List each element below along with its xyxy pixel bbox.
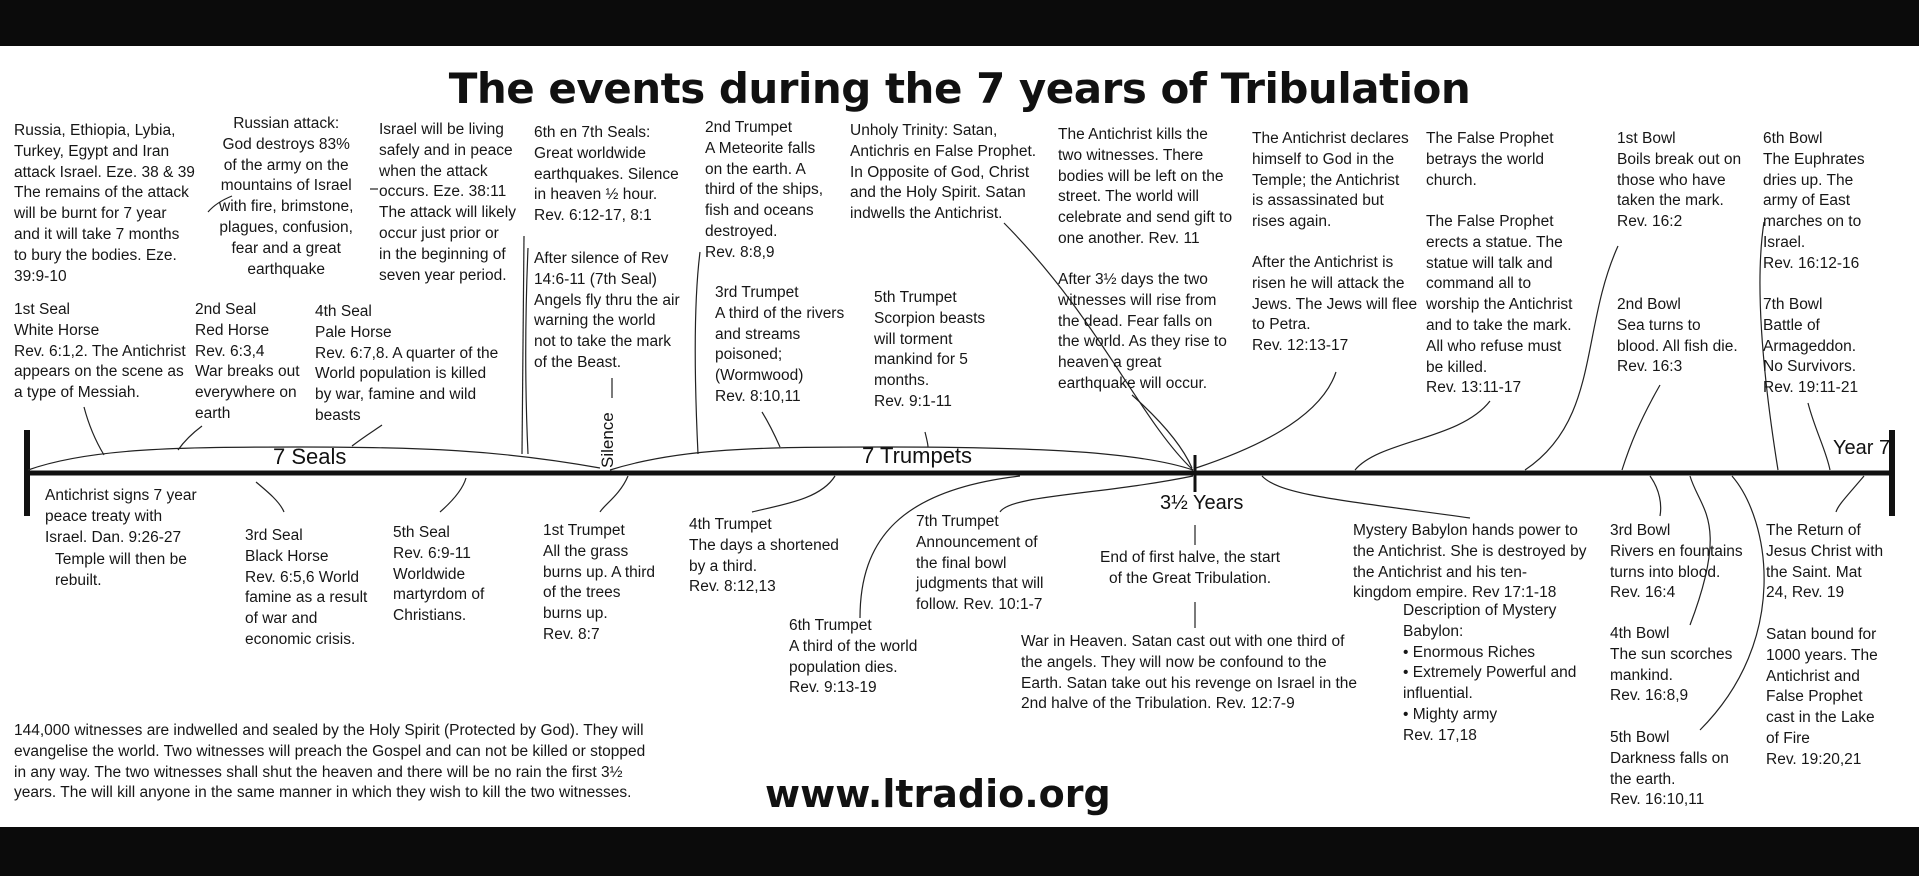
conn-seal3 [256, 482, 284, 512]
note-bowl-1: 1st Bowl Boils break out on those who have taken the mark. Rev. 16:2 [1617, 130, 1742, 231]
note-seal-5: 5th Seal Rev. 6:9-11 Worldwide martyrdom of Christians. [393, 524, 485, 625]
note-trumpet-7: 7th Trumpet Announcement of the final bowl judgments that will follow. Rev. 10:1-7 [916, 513, 1044, 614]
note-seal-3: 3rd Seal Black Horse Rev. 6:5,6 World famine as a result of war and economic crisis. [245, 527, 368, 648]
conn-bowl7 [1808, 403, 1830, 470]
label-7-trumpets: 7 Trumpets [862, 443, 973, 468]
conn-bowl2 [1622, 385, 1660, 470]
note-witnesses-rise: After 3½ days the two witnesses will rise from the dead. Fear falls on the world. As they rise to heaven a great earthquake will occur. [1058, 271, 1227, 392]
conn-trumpet1 [600, 476, 628, 512]
note-satan-bound: Satan bound for 1000 years. The Antichrist and False Prophet cast in the Lake of Fire Rev. 19:20,21 [1766, 626, 1878, 768]
conn-mystery [1262, 476, 1470, 518]
conn-seal1 [84, 407, 104, 455]
note-war-heaven: War in Heaven. Satan cast out with one third of the angels. They will now be confound to the Earth. Satan take out his revenge on Israel in the 2nd halve of the Tribulation. Rev. 12:7-9 [1021, 633, 1358, 713]
note-trumpet-1: 1st Trumpet All the grass burns up. A third of the trees burns up. Rev. 8:7 [543, 522, 656, 643]
conn-witnesses [1132, 395, 1192, 468]
note-bowl-2: 2nd Bowl Sea turns to blood. All fish die. Rev. 16:3 [1617, 296, 1738, 376]
note-seal-1: 1st Seal White Horse Rev. 6:1,2. The Antichrist appears on the scene as a type of Messiah. [14, 301, 186, 402]
note-after-silence: After silence of Rev 14:6-11 (7th Seal) Angels fly thru the air warning the world not to take the mark of the Beast. [534, 250, 680, 371]
note-144000-witnesses: 144,000 witnesses are indwelled and sealed by the Holy Spirit (Protected by God). They will evangelise the world. Two witnesses will preach the Gospel and can not be killed or stopped in any way. The two witnesses shall shut the heaven and there will be no rain the first 3½ years. The will kill anyone in the same manner in which they wish to kill the two witnesses. [14, 722, 646, 802]
note-bowl-6: 6th Bowl The Euphrates dries up. The army of East marches on to Israel. Rev. 16:12-16 [1763, 130, 1865, 272]
conn-false-prophet [1355, 401, 1490, 470]
note-russian-attack: Russian attack: God destroys 83% of the army on the mountains of Israel with fire, brimstone, plagues, confusion, fear and a great earthquake [219, 115, 354, 278]
conn-seals67 [522, 236, 524, 454]
note-russia-coalition: Russia, Ethiopia, Lybia, Turkey, Egypt and Iran attack Israel. Eze. 38 & 39 The remains of the attack will be burnt for 7 year and it will take 7 months to bury the bodies. Eze. 39:9-10 [14, 122, 195, 285]
note-false-prophet-betrays: The False Prophet betrays the world church. [1426, 130, 1554, 189]
conn-seal2 [178, 426, 202, 450]
note-peace-treaty: Antichrist signs 7 year peace treaty with Israel. Dan. 9:26-27 [45, 487, 197, 546]
note-temple: Temple will then be rebuilt. [55, 551, 187, 589]
note-trumpet-4: 4th Trumpet The days a shortened by a third. Rev. 8:12,13 [689, 516, 839, 596]
website-url: www.ltradio.org [765, 772, 1111, 816]
label-three-and-half-years: 3½ Years [1160, 492, 1244, 514]
note-seal-4: 4th Seal Pale Horse Rev. 6:7,8. A quarter of the World population is killed by war, famine and wild beasts [315, 303, 499, 424]
note-two-witnesses: The Antichrist kills the two witnesses. There bodies will be left on the street. The world will celebrate and send gift to one another. Rev. 11 [1058, 126, 1233, 247]
conn-seal5 [440, 478, 466, 512]
note-first-half-end: End of first halve, the start of the Great Tribulation. [1100, 549, 1281, 587]
note-seals-6-7: 6th en 7th Seals: Great worldwide earthquakes. Silence in heaven ½ hour. Rev. 6:12-17, 8:1 [534, 124, 679, 225]
conn-trumpet2 [695, 252, 700, 454]
note-trumpet-3: 3rd Trumpet A third of the rivers and streams poisoned; (Wormwood) Rev. 8:10,11 [715, 284, 845, 405]
note-seal-2: 2nd Seal Red Horse Rev. 6:3,4 War breaks out everywhere on earth [195, 301, 300, 422]
note-bowl-5: 5th Bowl Darkness falls on the earth. Rev. 16:10,11 [1610, 729, 1729, 809]
label-7-seals: 7 Seals [273, 444, 347, 469]
note-antichrist-god: The Antichrist declares himself to God in the Temple; the Antichrist is assassinated but rises again. [1252, 130, 1409, 231]
note-trumpet-6: 6th Trumpet A third of the world population dies. Rev. 9:13-19 [789, 617, 918, 697]
conn-return [1836, 476, 1864, 512]
conn-after-silence [526, 248, 528, 454]
note-israel-peace: Israel will be living safely and in peace when the attack occurs. Eze. 38:11 The attack will likely occur just prior or in the beginning of seven year period. [379, 121, 516, 284]
note-bowl-7: 7th Bowl Battle of Armageddon. No Survivors. Rev. 19:11-21 [1763, 296, 1859, 397]
note-return-christ: The Return of Jesus Christ with the Saint. Mat 24, Rev. 19 [1766, 522, 1884, 602]
note-babylon-description: Description of Mystery Babylon: • Enormous Riches • Extremely Powerful and influential. • Mighty army Rev. 17,18 [1403, 602, 1577, 744]
conn-trumpet4 [752, 476, 835, 512]
note-trumpet-2: 2nd Trumpet A Meteorite falls on the earth. A third of the ships, fish and oceans destroyed. Rev. 8:8,9 [705, 119, 824, 261]
label-year-7: Year 7 [1833, 437, 1891, 459]
note-bowl-4: 4th Bowl The sun scorches mankind. Rev. 16:8,9 [1610, 625, 1733, 705]
conn-seal4 [352, 425, 382, 446]
diagram-title: The events during the 7 years of Tribulation [448, 64, 1471, 113]
note-trumpet-5: 5th Trumpet Scorpion beasts will torment mankind for 5 months. Rev. 9:1-11 [874, 289, 986, 410]
note-false-prophet-statue: The False Prophet erects a statue. The statue will talk and command all to worship the Antichrist and to take the mark. All who refuse must be killed. Rev. 13:11-17 [1426, 213, 1573, 397]
note-antichrist-risen: After the Antichrist is risen he will attack the Jews. The Jews will flee to Petra. Rev. 12:13-17 [1252, 254, 1418, 355]
note-mystery-babylon: Mystery Babylon hands power to the Antichrist. She is destroyed by the Antichrist and his ten- kingdom empire. Rev 17:1-18 [1353, 522, 1587, 602]
conn-trumpet3 [762, 412, 780, 447]
conn-bowl3 [1650, 476, 1661, 516]
note-unholy-trinity: Unholy Trinity: Satan, Antichris en False Prophet. In Opposite of God, Christ and the Holy Spirit. Satan indwells the Antichrist. [850, 122, 1037, 223]
note-bowl-3: 3rd Bowl Rivers en fountains turns into blood. Rev. 16:4 [1610, 522, 1743, 602]
label-silence: Silence [598, 412, 617, 468]
